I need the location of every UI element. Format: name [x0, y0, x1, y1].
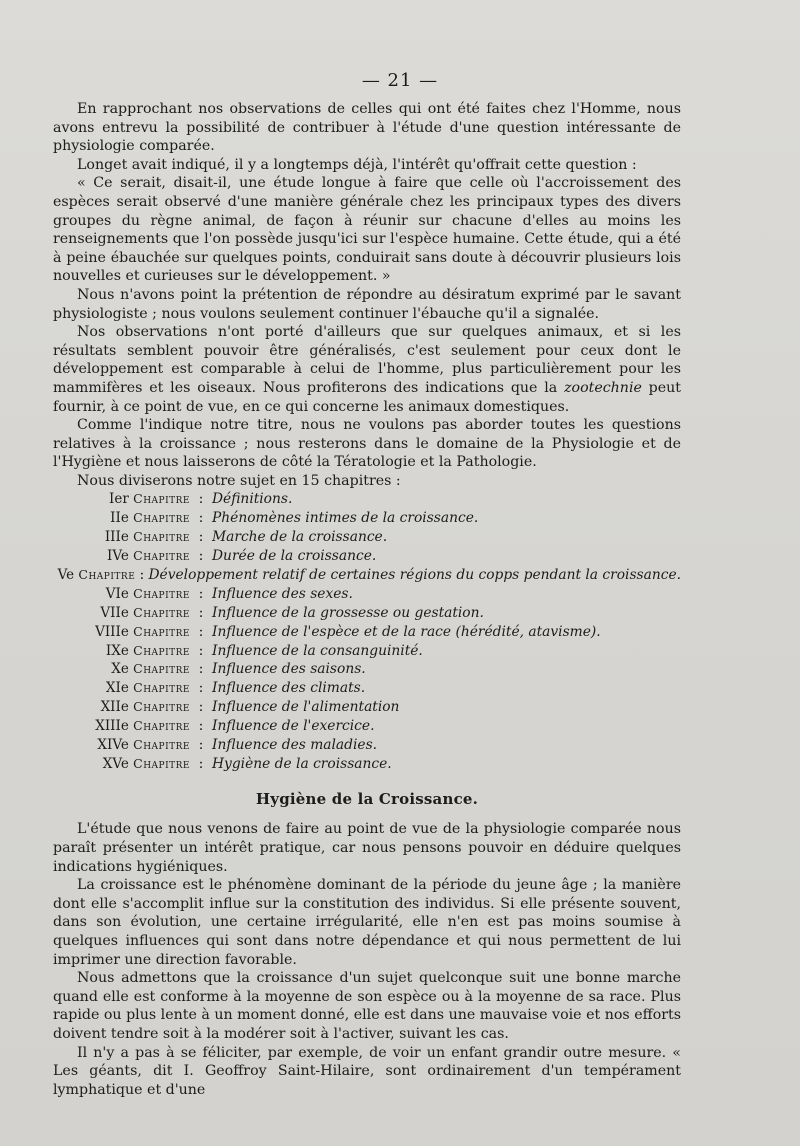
chapter-word: Chapitre [133, 491, 190, 507]
chapter-number [53, 490, 190, 509]
chapter-word: Chapitre [133, 661, 190, 677]
chapter-number [53, 698, 190, 717]
chapter-title: Influence de la consanguinité. [212, 642, 423, 659]
chapter-number [53, 604, 190, 623]
chapter-number [53, 755, 190, 774]
paragraph: Comme l'indique notre titre, nous ne voulons pas aborder toutes les questions relatives à la croissance ; nous resterons dans le domaine de la Physiologie et de l'Hygiène et nous laisserons de côté la Tératologie et la Pathologie. [53, 417, 681, 471]
chapter-title: Hygiène de la croissance. [212, 755, 392, 772]
chapter-ordinal: XIIe [100, 699, 129, 716]
chapter-ordinal: VIIIe [95, 623, 129, 640]
separator: : [198, 737, 204, 754]
chapter-ordinal: Ier [109, 491, 129, 508]
chapter-item [53, 547, 681, 566]
chapter-ordinal: VIIe [100, 604, 129, 621]
chapter-item [53, 490, 681, 509]
chapter-list [53, 490, 681, 773]
paragraph [53, 323, 681, 416]
chapter-item [53, 679, 681, 698]
chapter-ordinal: XIe [105, 680, 129, 697]
chapter-number [53, 509, 190, 528]
chapter-item [53, 528, 681, 547]
chapter-title: Définitions. [212, 491, 293, 508]
section-heading: Hygiène de la Croissance. [255, 789, 479, 808]
chapter-title: Phénomènes intimes de la croissance. [212, 510, 479, 527]
chapter-word: Chapitre [133, 642, 190, 658]
paragraph: Nous admettons que la croissance d'un sujet quelconque suit une bonne marche quand elle est conforme à la moyenne de son espèce ou à la moyenne de sa race. Plus rapide ou plus lente à un moment donné, elle est dans une mauvaise voie et nos efforts doivent tendre soit à la modérer soit à l'activer, suivant les cas. [53, 970, 681, 1042]
chapter-word: Chapitre [133, 680, 190, 696]
chapter-number [53, 547, 190, 566]
chapter-number [53, 660, 190, 679]
chapter-ordinal: XVe [102, 755, 129, 772]
chapter-title: Influence des climats. [212, 680, 366, 697]
chapter-item [53, 642, 681, 661]
chapter-item [53, 604, 681, 623]
chapter-title: Influence de l'espèce et de la race (hérédité, atavisme). [212, 623, 601, 640]
chapter-word: Chapitre [133, 737, 190, 753]
text-run: Nos observations n'ont porté d'ailleurs que sur quelques animaux, et si les résultats semblent pouvoir être généralisés, c'est seulement pour ceux dont le développement est comparable à celui de l'homme, plus particulièrement pour les mammifères et les oiseaux. Nous profiterons des indications que la [53, 324, 681, 396]
separator: : [198, 680, 204, 697]
paragraph: En rapprochant nos observations de celles qui ont été faites chez l'Homme, nous avons entrevu la possibilité de contribuer à l'étude d'une question intéressante de physiologie comparée. [53, 101, 681, 155]
separator: : [139, 567, 145, 584]
paragraph: Il n'y a pas à se féliciter, par exemple, de voir un enfant grandir outre mesure. « Les géants, dit I. Geoffroy Saint-Hilaire, sont ordinairement d'un tempérament lymphatique et d'une [53, 1044, 681, 1098]
chapter-ordinal: VIe [105, 585, 129, 602]
separator: : [198, 585, 204, 602]
chapter-ordinal: IIe [110, 510, 129, 527]
page-body [53, 100, 681, 1099]
chapter-number [53, 717, 190, 736]
chapter-ordinal: XIIIe [95, 718, 129, 735]
chapter-title: Influence des saisons. [212, 661, 366, 678]
chapter-word: Chapitre [133, 623, 190, 639]
separator: : [198, 604, 204, 621]
chapter-ordinal: IVe [106, 548, 129, 565]
quotation-paragraph: « Ce serait, disait-il, une étude longue à faire que celle où l'accroissement des espèces serait observé d'une manière générale chez les principaux types des divers groupes du règne animal, de façon à réunir sur chacune d'elles au moins les renseignements que l'on possède jusqu'ici sur l'espèce humaine. Cette étude, qui a été à peine ébauchée sur quelques points, conduirait sans doute à découvrir plusieurs lois nouvelles et curieuses sur le développement. » [53, 175, 681, 285]
separator: : [198, 491, 204, 508]
chapter-item [53, 755, 681, 774]
chapter-number [53, 585, 190, 604]
text-run: peut fournir, à ce point de vue, en ce qui concerne les animaux domestiques. [53, 379, 681, 415]
chapter-item [53, 698, 681, 717]
separator: : [198, 699, 204, 716]
separator: : [198, 548, 204, 565]
paragraph: Longet avait indiqué, il y a longtemps déjà, l'intérêt qu'offrait cette question : [77, 156, 637, 173]
chapter-number [53, 528, 190, 547]
chapter-title: Influence des maladies. [212, 737, 378, 754]
chapter-item [53, 736, 681, 755]
chapter-ordinal: IXe [105, 642, 129, 659]
page-number: — 21 — [361, 70, 439, 91]
chapter-ordinal: Ve [57, 567, 75, 584]
chapter-item [53, 660, 681, 679]
separator: : [198, 510, 204, 527]
separator: : [198, 755, 204, 772]
paragraph: L'étude que nous venons de faire au point de vue de la physiologie comparée nous paraît présenter un intérêt pratique, car nous pensons pouvoir en déduire quelques indications hygiéniques. [53, 821, 681, 875]
chapter-word: Chapitre [133, 604, 190, 620]
chapter-title: Influence de l'alimentation [212, 699, 400, 716]
chapter-item [53, 585, 681, 604]
chapter-number [53, 642, 190, 661]
paragraph: Nous diviserons notre sujet en 15 chapitres : [77, 472, 401, 489]
paragraph: Nous n'avons point la prétention de répondre au désiratum exprimé par le savant physiologiste ; nous voulons seulement continuer l'ébauche qu'il a signalée. [53, 286, 681, 322]
chapter-number [53, 566, 135, 585]
chapter-number [53, 623, 190, 642]
separator: : [198, 529, 204, 546]
paragraph: La croissance est le phénomène dominant de la période du jeune âge ; la manière dont elle s'accomplit influe sur la constitution des individus. Si elle présente souvent, dans son évolution, une certaine irrégularité, elle n'en est pas moins soumise à quelques influences qui sont dans notre dépendance et qui nous permettent de lui imprimer une direction favorable. [53, 877, 681, 968]
chapter-word: Chapitre [133, 548, 190, 564]
chapter-word: Chapitre [133, 585, 190, 601]
chapter-number [53, 679, 190, 698]
chapter-item [53, 623, 681, 642]
chapter-title: Marche de la croissance. [212, 529, 388, 546]
separator: : [198, 661, 204, 678]
chapter-title: Influence de la grossesse ou gestation. [212, 604, 484, 621]
chapter-title: Durée de la croissance. [212, 548, 377, 565]
chapter-title: Influence des sexes. [212, 585, 353, 602]
separator: : [198, 718, 204, 735]
chapter-ordinal: IIIe [104, 529, 129, 546]
chapter-word: Chapitre [78, 567, 136, 583]
separator: : [198, 623, 204, 640]
chapter-word: Chapitre [133, 755, 190, 771]
chapter-word: Chapitre [133, 510, 190, 526]
separator: : [198, 642, 204, 659]
chapter-word: Chapitre [133, 699, 190, 715]
chapter-ordinal: Xe [111, 661, 129, 678]
chapter-title: Développement relatif de certaines régions du copps pendant la croissance. [148, 567, 681, 584]
chapter-word: Chapitre [133, 529, 190, 545]
chapter-title: Influence de l'exercice. [212, 718, 375, 735]
chapter-word: Chapitre [133, 718, 190, 734]
chapter-number [53, 736, 190, 755]
chapter-item [53, 509, 681, 528]
chapter-ordinal: XIVe [97, 737, 129, 754]
chapter-item [53, 566, 681, 585]
italic-term: zootechnie [564, 379, 642, 396]
chapter-item [53, 717, 681, 736]
